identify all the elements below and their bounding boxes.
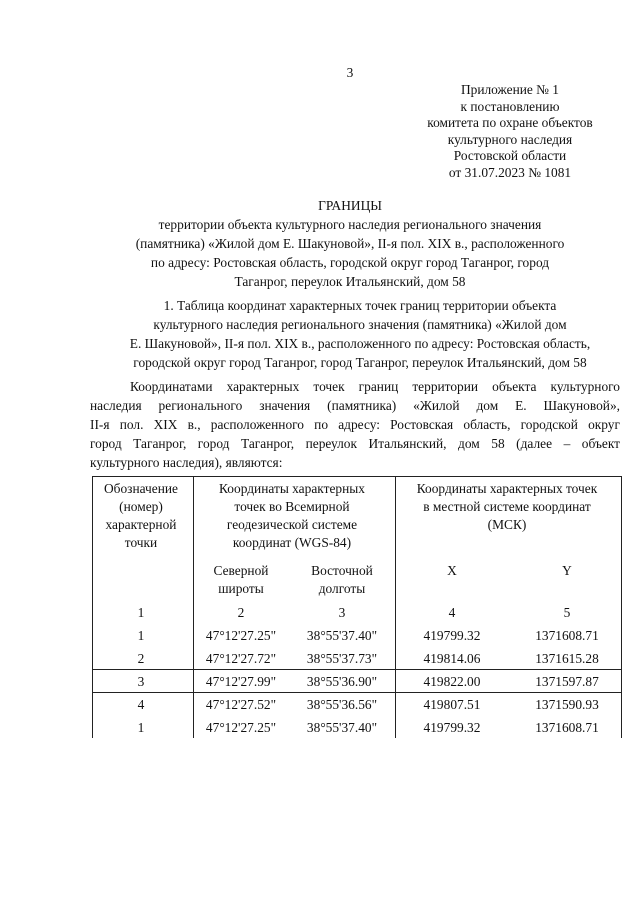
subheader-east bbox=[292, 562, 392, 598]
cell-y: 1371597.87 bbox=[535, 674, 599, 689]
caption-line: культурного наследия регионального значения (памятника) «Жилой дом bbox=[153, 317, 567, 332]
title-line: (памятника) «Жилой дом Е. Шакуновой», II-я пол. XIX в., расположенного bbox=[135, 236, 565, 251]
appendix-line: от 31.07.2023 № 1081 bbox=[448, 164, 572, 180]
subheader-line: Восточной bbox=[311, 563, 373, 578]
cell-y: 1371608.71 bbox=[535, 628, 599, 643]
cell-point: 1 bbox=[137, 628, 145, 643]
header-msk bbox=[392, 480, 622, 534]
cell-latitude: 47°12'27.72" bbox=[205, 651, 277, 666]
paragraph-line: культурного наследия), являются: bbox=[90, 455, 283, 470]
header-line: точек во Всемирной bbox=[234, 499, 350, 514]
cell-point: 4 bbox=[137, 697, 145, 712]
header-wgs bbox=[202, 480, 382, 552]
header-line: геодезической системе bbox=[226, 517, 358, 532]
page-number: 3 bbox=[346, 65, 354, 80]
header-line: (МСК) bbox=[487, 517, 527, 532]
cell-y: 1371608.71 bbox=[535, 720, 599, 735]
column-number: 4 bbox=[448, 605, 456, 620]
caption-line: городской округ город Таганрог, город Таганрог, переулок Итальянский, дом 58 bbox=[133, 355, 587, 370]
column-number: 2 bbox=[237, 605, 245, 620]
header-line: Координаты характерных точек bbox=[416, 481, 598, 496]
table-row bbox=[92, 715, 622, 738]
subheader-line: Северной bbox=[213, 563, 269, 578]
appendix-line: культурного наследия bbox=[447, 131, 573, 147]
appendix-block bbox=[400, 82, 620, 182]
document-title bbox=[100, 196, 600, 291]
column-number: 1 bbox=[137, 605, 145, 620]
cell-longitude: 38°55'37.40" bbox=[306, 720, 378, 735]
table-row bbox=[92, 669, 622, 692]
header-designation bbox=[92, 480, 190, 552]
cell-y: 1371590.93 bbox=[535, 697, 599, 712]
table-row bbox=[92, 692, 622, 715]
title-line: Таганрог, переулок Итальянский, дом 58 bbox=[234, 274, 466, 289]
cell-x: 419822.00 bbox=[423, 674, 481, 689]
header-line: Координаты характерных bbox=[219, 481, 365, 496]
cell-latitude: 47°12'27.99" bbox=[205, 674, 277, 689]
table-border-top bbox=[92, 476, 622, 477]
cell-x: 419807.51 bbox=[423, 697, 481, 712]
cell-y: 1371615.28 bbox=[535, 651, 599, 666]
appendix-line: к постановлению bbox=[460, 98, 560, 114]
paragraph-line: Координатами характерных точек границ территории объекта культурного bbox=[130, 379, 620, 394]
table-body bbox=[92, 600, 622, 738]
header-line: в местной системе координат bbox=[423, 499, 591, 514]
cell-point: 1 bbox=[137, 720, 145, 735]
column-number-row bbox=[92, 600, 622, 623]
paragraph-line: II-я пол. XIX в., расположенного по адресу: Ростовская область, городской округ bbox=[90, 417, 620, 432]
cell-x: 419799.32 bbox=[423, 720, 481, 735]
title-heading: ГРАНИЦЫ bbox=[318, 198, 382, 213]
cell-point: 2 bbox=[137, 651, 145, 666]
table-row bbox=[92, 623, 622, 646]
subheader-x: X bbox=[447, 563, 457, 578]
appendix-line: комитета по охране объектов bbox=[427, 115, 593, 131]
cell-latitude: 47°12'27.25" bbox=[205, 628, 277, 643]
header-line: координат (WGS-84) bbox=[232, 535, 352, 550]
cell-longitude: 38°55'37.40" bbox=[306, 628, 378, 643]
cell-longitude: 38°55'36.90" bbox=[306, 674, 378, 689]
header-line: (номер) bbox=[119, 499, 163, 514]
cell-x: 419814.06 bbox=[423, 651, 481, 666]
table-row bbox=[92, 646, 622, 669]
cell-x: 419799.32 bbox=[423, 628, 481, 643]
subheader-north bbox=[196, 562, 286, 598]
title-line: территории объекта культурного наследия регионального значения bbox=[158, 217, 542, 232]
caption-line: 1. Таблица координат характерных точек границ территории объекта bbox=[163, 298, 557, 313]
cell-latitude: 47°12'27.25" bbox=[205, 720, 277, 735]
header-line: характерной bbox=[105, 517, 177, 532]
cell-latitude: 47°12'27.52" bbox=[205, 697, 277, 712]
title-line: по адресу: Ростовская область, городской округ город Таганрог, город bbox=[150, 255, 550, 270]
subheader-line: широты bbox=[218, 581, 264, 596]
header-line: точки bbox=[124, 535, 158, 550]
table-caption bbox=[90, 296, 630, 372]
cell-longitude: 38°55'36.56" bbox=[306, 697, 378, 712]
cell-point: 3 bbox=[137, 674, 145, 689]
appendix-line: Ростовской области bbox=[453, 148, 567, 164]
appendix-line: Приложение № 1 bbox=[460, 82, 560, 97]
cell-longitude: 38°55'37.73" bbox=[306, 651, 378, 666]
column-number: 5 bbox=[563, 605, 571, 620]
column-number: 3 bbox=[338, 605, 346, 620]
subheader-line: долготы bbox=[318, 581, 366, 596]
header-line: Обозначение bbox=[104, 481, 178, 496]
body-paragraph bbox=[90, 377, 620, 472]
caption-line: Е. Шакуновой», II-я пол. XIX в., расположенного по адресу: Ростовская область, bbox=[129, 336, 591, 351]
subheader-y: Y bbox=[562, 563, 572, 578]
paragraph-line: город Таганрог, город Таганрог, переулок Итальянский, дом 58 (далее – объект bbox=[90, 436, 620, 451]
paragraph-line: наследия регионального значения (памятника) «Жилой дом Е. Шакуновой», bbox=[90, 398, 620, 413]
